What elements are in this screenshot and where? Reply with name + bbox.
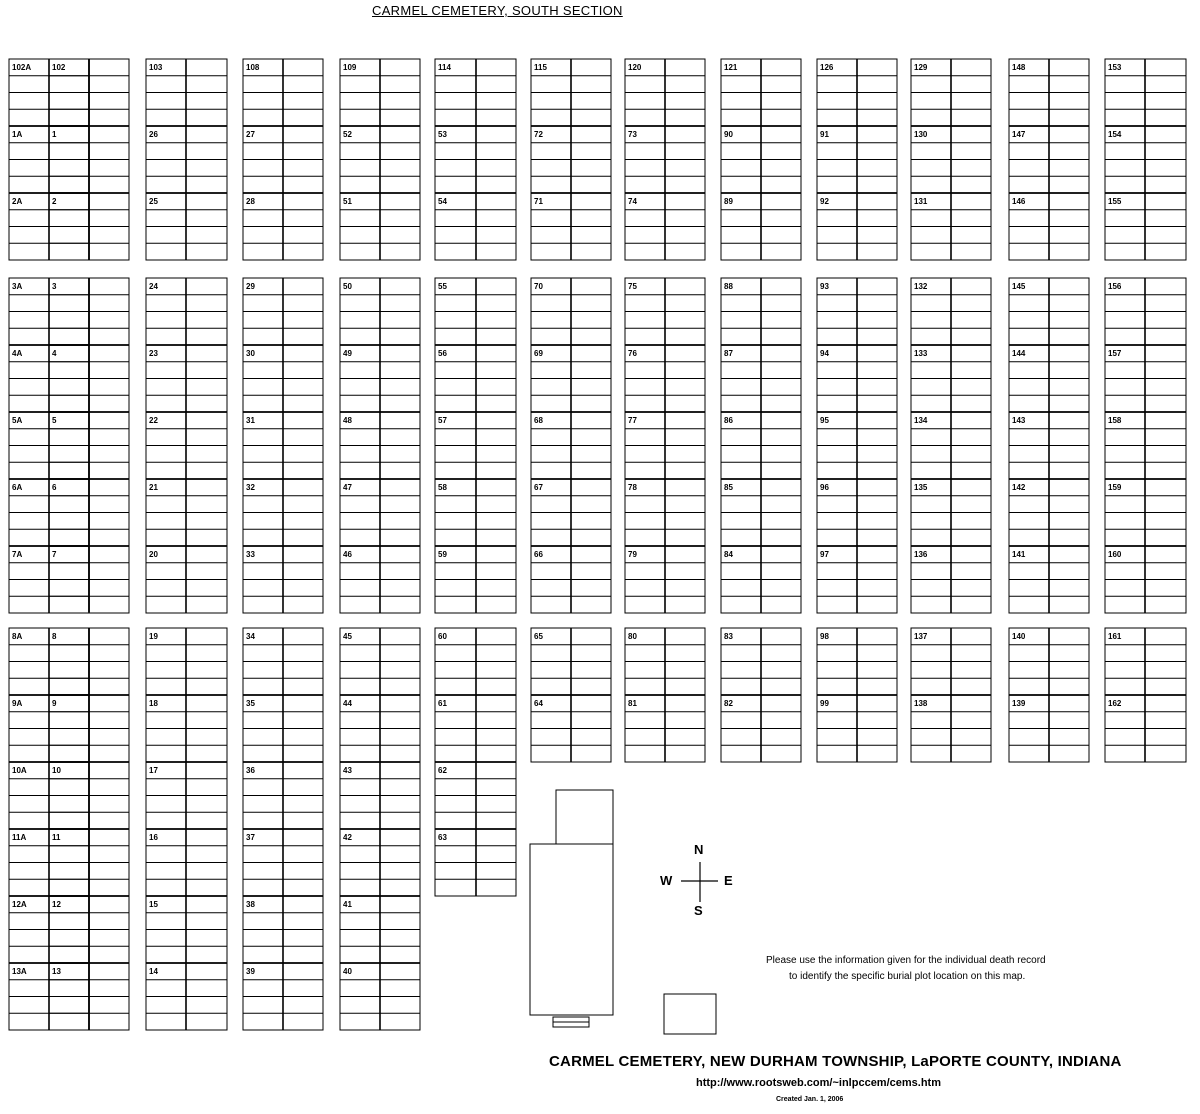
lot-number-label: 48 xyxy=(343,416,352,425)
lot-number-label: 58 xyxy=(438,483,447,492)
lot-number-label: 67 xyxy=(534,483,543,492)
lot-number-label: 47 xyxy=(343,483,352,492)
lot-number-label: 53 xyxy=(438,130,447,139)
lot-number-label: 74 xyxy=(628,197,637,206)
lot-number-label: 144 xyxy=(1012,349,1026,358)
plot-column-upper-8 xyxy=(721,59,801,260)
lot-number-label: 51 xyxy=(343,197,352,206)
small-structure xyxy=(664,994,716,1034)
lot-number-label: 80 xyxy=(628,632,637,641)
lot-number-label: 11 xyxy=(52,833,61,842)
lot-number-label: 70 xyxy=(534,282,543,291)
lot-number-label: 140 xyxy=(1012,632,1026,641)
lot-number-label: 134 xyxy=(914,416,928,425)
compass-west-label: W xyxy=(660,873,673,888)
map-title: CARMEL CEMETERY, SOUTH SECTION xyxy=(372,3,623,18)
plot-column-upper-7 xyxy=(625,59,705,260)
lot-number-label: 132 xyxy=(914,282,928,291)
plot-column-middle-11 xyxy=(1009,278,1089,613)
lot-number-label: 162 xyxy=(1108,699,1122,708)
lot-number-label: 93 xyxy=(820,282,829,291)
plot-column-lower-10 xyxy=(911,628,991,762)
compass-east-label: E xyxy=(724,873,733,888)
lot-number-label: 65 xyxy=(534,632,543,641)
lot-number-label: 142 xyxy=(1012,483,1026,492)
lot-number-label: 30 xyxy=(246,349,255,358)
lot-number-label: 46 xyxy=(343,550,352,559)
plot-column-middle-5 xyxy=(435,278,516,613)
lot-number-label: 13 xyxy=(52,967,61,976)
lot-number-label: 108 xyxy=(246,63,260,72)
lot-number-label: 6A xyxy=(12,483,23,492)
lot-number-label: 13A xyxy=(12,967,27,976)
lot-number-label: 77 xyxy=(628,416,637,425)
lot-number-label: 27 xyxy=(246,130,255,139)
lot-number-label: 29 xyxy=(246,282,255,291)
plot-column-middle-12 xyxy=(1105,278,1186,613)
plot-column-middle-9 xyxy=(817,278,897,613)
lot-number-label: 45 xyxy=(343,632,352,641)
lot-number-label: 57 xyxy=(438,416,447,425)
plot-column-middle-4 xyxy=(340,278,420,613)
lot-number-label: 2 xyxy=(52,197,57,206)
lot-number-label: 8 xyxy=(52,632,57,641)
lot-number-label: 69 xyxy=(534,349,543,358)
lot-number-label: 160 xyxy=(1108,550,1122,559)
lot-number-label: 126 xyxy=(820,63,834,72)
lot-number-label: 5 xyxy=(52,416,57,425)
plot-column-middle-10 xyxy=(911,278,991,613)
cemetery-building xyxy=(530,790,613,1027)
lot-number-label: 34 xyxy=(246,632,255,641)
lot-number-label: 73 xyxy=(628,130,637,139)
compass-south-label: S xyxy=(694,903,703,918)
instruction-note-line-1: Please use the information given for the individual death record xyxy=(766,955,1046,966)
lot-number-label: 109 xyxy=(343,63,357,72)
lot-number-label: 121 xyxy=(724,63,738,72)
lot-number-label: 35 xyxy=(246,699,255,708)
lot-number-label: 138 xyxy=(914,699,928,708)
lot-number-label: 2A xyxy=(12,197,23,206)
lot-number-label: 156 xyxy=(1108,282,1122,291)
lot-number-label: 78 xyxy=(628,483,637,492)
lot-number-label: 120 xyxy=(628,63,642,72)
plot-column-lower-6 xyxy=(531,628,611,762)
lot-number-label: 64 xyxy=(534,699,543,708)
lot-number-label: 56 xyxy=(438,349,447,358)
footer-url: http://www.rootsweb.com/~inlpccem/cems.htm xyxy=(696,1077,941,1089)
plot-column-upper-3 xyxy=(243,59,323,260)
lot-number-label: 26 xyxy=(149,130,158,139)
plot-column-lower-12 xyxy=(1105,628,1186,762)
lot-number-label: 32 xyxy=(246,483,255,492)
lot-number-label: 130 xyxy=(914,130,928,139)
lot-number-label: 139 xyxy=(1012,699,1026,708)
lot-number-label: 154 xyxy=(1108,130,1122,139)
lot-number-label: 131 xyxy=(914,197,928,206)
lot-number-label: 102A xyxy=(12,63,32,72)
lot-number-label: 72 xyxy=(534,130,543,139)
lot-number-label: 33 xyxy=(246,550,255,559)
lot-number-label: 38 xyxy=(246,900,255,909)
lot-number-label: 82 xyxy=(724,699,733,708)
plot-column-lower-8 xyxy=(721,628,801,762)
plot-column-lower-11 xyxy=(1009,628,1089,762)
lot-number-label: 114 xyxy=(438,63,451,72)
lot-number-label: 20 xyxy=(149,550,158,559)
plot-column-middle-3 xyxy=(243,278,323,613)
lot-number-label: 97 xyxy=(820,550,829,559)
lot-number-label: 24 xyxy=(149,282,158,291)
lot-number-label: 55 xyxy=(438,282,447,291)
lot-number-label: 18 xyxy=(149,699,158,708)
lot-number-label: 83 xyxy=(724,632,733,641)
plot-column-lower-7 xyxy=(625,628,705,762)
plot-column-upper-10 xyxy=(911,59,991,260)
instruction-note-line-2: to identify the specific burial plot location on this map. xyxy=(789,971,1026,982)
lot-number-label: 63 xyxy=(438,833,447,842)
lot-number-label: 155 xyxy=(1108,197,1122,206)
lot-number-label: 96 xyxy=(820,483,829,492)
lot-number-label: 37 xyxy=(246,833,255,842)
lot-number-label: 84 xyxy=(724,550,733,559)
lot-number-label: 161 xyxy=(1108,632,1122,641)
lot-number-label: 31 xyxy=(246,416,255,425)
plot-column-lower-3 xyxy=(243,628,323,1030)
lot-number-label: 75 xyxy=(628,282,637,291)
lot-number-label: 16 xyxy=(149,833,158,842)
lot-number-label: 41 xyxy=(343,900,352,909)
lot-number-label: 143 xyxy=(1012,416,1026,425)
plot-column-upper-5 xyxy=(435,59,516,260)
plot-column-upper-12 xyxy=(1105,59,1186,260)
plot-column-upper-2 xyxy=(146,59,227,260)
lot-number-label: 36 xyxy=(246,766,255,775)
lot-number-label: 71 xyxy=(534,197,543,206)
lot-number-label: 146 xyxy=(1012,197,1026,206)
lot-number-label: 60 xyxy=(438,632,447,641)
lot-number-label: 39 xyxy=(246,967,255,976)
lot-number-label: 9 xyxy=(52,699,57,708)
lot-number-label: 98 xyxy=(820,632,829,641)
lot-number-label: 76 xyxy=(628,349,637,358)
lot-number-label: 66 xyxy=(534,550,543,559)
lot-number-label: 61 xyxy=(438,699,447,708)
lot-number-label: 52 xyxy=(343,130,352,139)
lot-number-label: 81 xyxy=(628,699,637,708)
lot-number-label: 11A xyxy=(12,833,27,842)
plot-column-lower-9 xyxy=(817,628,897,762)
lot-number-label: 79 xyxy=(628,550,637,559)
compass-north-label: N xyxy=(694,842,704,857)
plot-column-lower-4 xyxy=(340,628,420,1030)
lot-number-label: 15 xyxy=(149,900,158,909)
lot-number-label: 28 xyxy=(246,197,255,206)
plot-column-lower-5 xyxy=(435,628,516,896)
lot-number-label: 25 xyxy=(149,197,158,206)
lot-number-label: 102 xyxy=(52,63,66,72)
lot-number-label: 86 xyxy=(724,416,733,425)
lot-number-label: 9A xyxy=(12,699,23,708)
lot-number-label: 8A xyxy=(12,632,23,641)
lot-number-label: 135 xyxy=(914,483,928,492)
lot-number-label: 10 xyxy=(52,766,61,775)
plot-column-middle-6 xyxy=(531,278,611,613)
lot-number-label: 3 xyxy=(52,282,57,291)
lot-number-label: 59 xyxy=(438,550,447,559)
lot-number-label: 21 xyxy=(149,483,158,492)
lot-number-label: 137 xyxy=(914,632,928,641)
lot-number-label: 136 xyxy=(914,550,928,559)
compass-rose-icon xyxy=(681,862,718,902)
lot-number-label: 7 xyxy=(52,550,57,559)
lot-number-label: 44 xyxy=(343,699,352,708)
lot-number-label: 95 xyxy=(820,416,829,425)
plot-column-middle-7 xyxy=(625,278,705,613)
lot-number-label: 129 xyxy=(914,63,928,72)
lot-number-label: 148 xyxy=(1012,63,1026,72)
lot-number-label: 147 xyxy=(1012,130,1026,139)
lot-number-label: 103 xyxy=(149,63,163,72)
lot-number-label: 145 xyxy=(1012,282,1026,291)
lot-number-label: 92 xyxy=(820,197,829,206)
plot-column-middle-8 xyxy=(721,278,801,613)
lot-number-label: 3A xyxy=(12,282,23,291)
lot-number-label: 10A xyxy=(12,766,27,775)
lot-number-label: 88 xyxy=(724,282,733,291)
plot-column-upper-11 xyxy=(1009,59,1089,260)
lot-number-label: 40 xyxy=(343,967,352,976)
lot-number-label: 133 xyxy=(914,349,928,358)
plot-column-upper-6 xyxy=(531,59,611,260)
lot-number-label: 54 xyxy=(438,197,447,206)
lot-number-label: 43 xyxy=(343,766,352,775)
lot-number-label: 19 xyxy=(149,632,158,641)
lot-number-label: 22 xyxy=(149,416,158,425)
lot-number-label: 7A xyxy=(12,550,23,559)
lot-number-label: 99 xyxy=(820,699,829,708)
lot-number-label: 23 xyxy=(149,349,158,358)
plot-column-middle-2 xyxy=(146,278,227,613)
footer-title: CARMEL CEMETERY, NEW DURHAM TOWNSHIP, LaPORTE COUNTY, INDIANA xyxy=(549,1053,1122,1070)
lot-number-label: 157 xyxy=(1108,349,1122,358)
footer-created-date: Created Jan. 1, 2006 xyxy=(776,1096,844,1103)
lot-number-label: 49 xyxy=(343,349,352,358)
lot-number-label: 12 xyxy=(52,900,61,909)
lot-number-label: 141 xyxy=(1012,550,1026,559)
lot-number-label: 5A xyxy=(12,416,23,425)
lot-number-label: 87 xyxy=(724,349,733,358)
lot-number-label: 158 xyxy=(1108,416,1122,425)
lot-number-label: 159 xyxy=(1108,483,1122,492)
lot-number-label: 1 xyxy=(52,130,57,139)
lot-number-label: 6 xyxy=(52,483,57,492)
lot-number-label: 12A xyxy=(12,900,27,909)
lot-number-label: 91 xyxy=(820,130,829,139)
lot-number-label: 85 xyxy=(724,483,733,492)
lot-number-label: 4A xyxy=(12,349,23,358)
lot-number-label: 14 xyxy=(149,967,158,976)
plot-column-upper-9 xyxy=(817,59,897,260)
lot-number-label: 115 xyxy=(534,63,547,72)
lot-number-label: 1A xyxy=(12,130,23,139)
lot-number-label: 50 xyxy=(343,282,352,291)
lot-number-label: 4 xyxy=(52,349,57,358)
plot-column-lower-2 xyxy=(146,628,227,1030)
lot-number-label: 90 xyxy=(724,130,733,139)
lot-number-label: 17 xyxy=(149,766,158,775)
lot-number-label: 94 xyxy=(820,349,829,358)
lot-number-label: 42 xyxy=(343,833,352,842)
lot-number-label: 68 xyxy=(534,416,543,425)
lot-number-label: 153 xyxy=(1108,63,1122,72)
plot-column-upper-4 xyxy=(340,59,420,260)
lot-number-label: 89 xyxy=(724,197,733,206)
lot-number-label: 62 xyxy=(438,766,447,775)
